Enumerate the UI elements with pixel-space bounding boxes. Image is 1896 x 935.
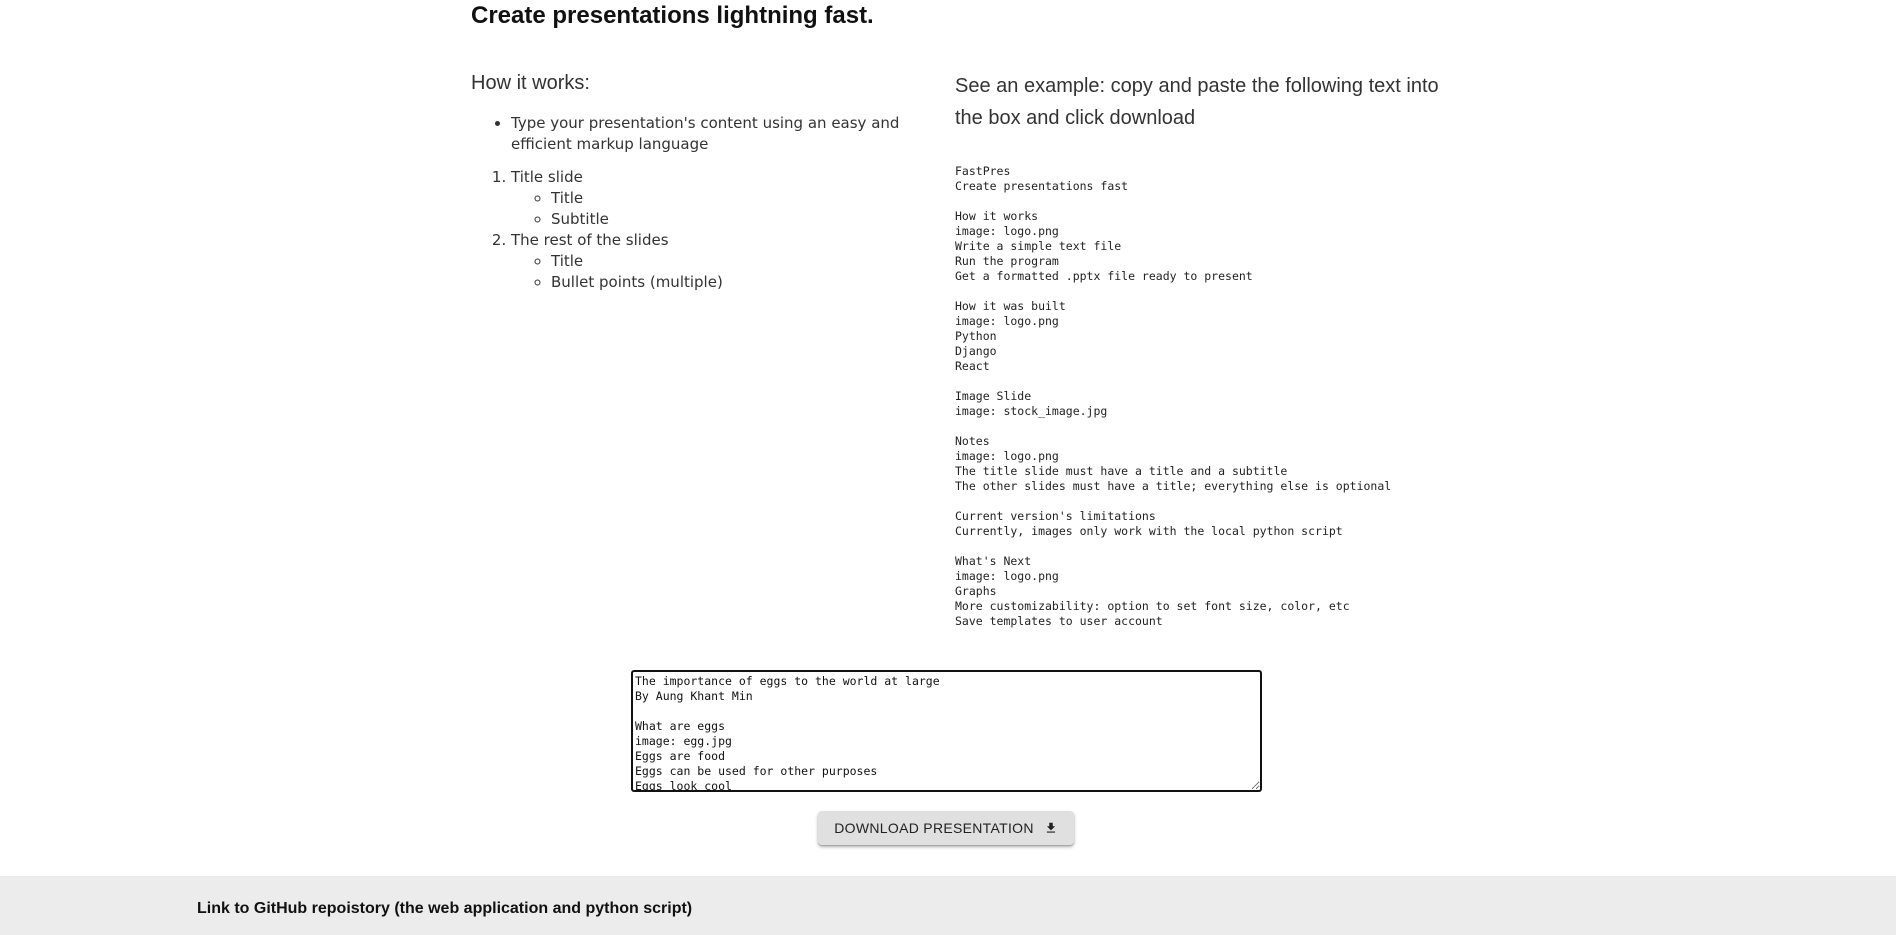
- presentation-text-input[interactable]: [631, 670, 1262, 792]
- how-it-works-heading: How it works:: [471, 72, 590, 94]
- step-subitem: ◦ Title: [551, 188, 951, 209]
- step-label: The rest of the slides: [511, 231, 669, 249]
- footer: [0, 876, 1896, 935]
- intro-item: • Type your presentation's content using an easy and efficient markup language: [511, 113, 951, 155]
- example-heading: See an example: copy and paste the following text into the box and click download: [955, 75, 1439, 129]
- step-subitem: ◦ Subtitle: [551, 209, 951, 230]
- download-button-label: DOWNLOAD PRESENTATION: [834, 820, 1034, 836]
- steps-list: [471, 167, 951, 293]
- step-label: Title slide: [511, 168, 583, 186]
- download-icon: [1044, 821, 1058, 835]
- step-item: [511, 230, 951, 293]
- step-sublist: [511, 188, 951, 230]
- intro-list: [471, 113, 951, 155]
- example-section: [955, 70, 1455, 629]
- example-text: FastPres Create presentations fast How it works image: logo.png Write a simple text file Run the program Get a formatted .pptx file ready to present How it was built image: logo.png Python Django React Image Slide image: stock_image.jpg Notes image: logo.png The title slide must have a title and a subtitle The other slides must have a title; everything else is optional Current version's limitations Currently, images only work with the local python script What's Next image: logo.png Graphs More customizability: option to set font size, color, etc Save templates to user account: [955, 164, 1392, 628]
- step-item: [511, 167, 951, 230]
- step-subitem: ◦ Bullet points (multiple): [551, 272, 951, 293]
- step-sublist: [511, 251, 951, 293]
- download-presentation-button[interactable]: [818, 811, 1074, 845]
- github-repository-link[interactable]: Link to GitHub repoistory (the web application and python script): [197, 900, 693, 917]
- how-it-works-section: [471, 70, 951, 293]
- page-title: Create presentations lightning fast.: [471, 2, 874, 29]
- step-subitem: ◦ Title: [551, 251, 951, 272]
